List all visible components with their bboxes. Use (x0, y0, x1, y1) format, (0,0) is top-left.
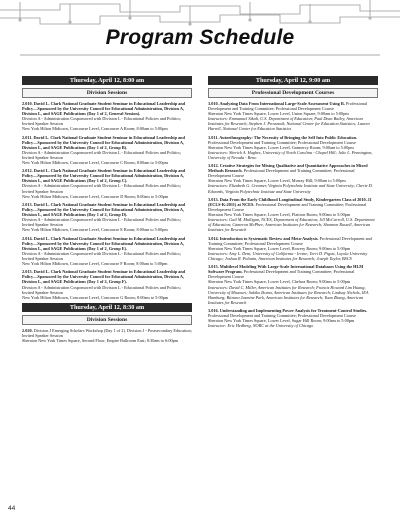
session-entry (22, 236, 192, 266)
session-title: 2.011. David L. Clark National Graduate Student Seminar in Educational Leadership and Policy—Sponsored by the University Council for Educational Administration, Division A, Division L, and SAGE Publications (Day 1 of 2, Group B). (22, 134, 185, 150)
left-column (22, 76, 192, 347)
session-entry (208, 163, 378, 193)
session-details: Professional Development and Training Committee; Professional Development Course Sheraton New York Times Square, Lower Level, Bowery Room; 9:00am to 5:00pm (208, 235, 372, 251)
session-title: 3.015. Multilevel Modeling With Large-Scale International Databases Using the HLM Software Program. (208, 264, 364, 275)
session-details: Division J Emerging Scholars Workshop (Day 1 of 2). Division J - Postsecondary Education; Invited Speaker Session Sheraton New York Times Square, Second Floor, Empire Ballroom East; 8:30am to 6:00pm (22, 328, 192, 344)
session-entry (208, 236, 378, 261)
session-entry (208, 308, 378, 328)
session-entry (22, 101, 192, 131)
section-header: Professional Development Courses (208, 88, 378, 98)
section-header: Division Sessions (22, 315, 192, 325)
session-title: 3.011. Autoethnography: The Necessity of Bringing the Self Into Public Education. (208, 134, 358, 140)
day-header: Thursday, April 12, 9:00 am (208, 76, 378, 85)
session-entry (22, 168, 192, 198)
session-instructors: Instructors: Emmanuel Sikali, U.S. Department of Education; Paul Dean Bailey, American Institutes for Research; Stephen J. Provasnik, National Center for Education Statistics; Lauren Harrell, National Center for Education Statistics (208, 116, 370, 132)
session-entry (208, 264, 378, 304)
session-instructors: Instructors: Sherick A. Hughes, University of North Carolina - Chapel Hill; Julie L. Pennington, University of Nevada - Reno (208, 149, 373, 160)
day-header: Thursday, April 12, 8:30 am (22, 303, 192, 312)
session-details: Division A - Administration Cosponsored with Division L - Educational Policies and Politics; Invited Speaker Session New York Hilton Midtown, Concourse Level, Concourse D Room; 8:00am to 5:00pm (22, 183, 181, 199)
session-entry (22, 269, 192, 299)
session-instructors: Instructors: Amy L. Dent, University of California - Irvine; Terri D. Pigott, Loyola University Chicago; Joshua R. Polanin, American Institutes for Research; Joseph Taylor, BSCS (208, 250, 368, 261)
session-details: Division A - Administration Cosponsored with Division L - Educational Policies and Politics; Invited Speaker Session New York Hilton Midtown, Concourse Level, Concourse C Room; 8:00am to 5:00pm (22, 149, 181, 165)
session-details: Professional Development and Training Committee; Professional Development Course Sheraton New York Times Square, Lower Level, Murray Hill; 9:00am to 5:00pm (208, 168, 355, 184)
session-details: Professional Development and Training Committee; Professional Development Course Sheraton New York Times Square, Lower Level, Flatiron Room; 9:00am to 5:00pm (208, 202, 367, 218)
session-title: 2.015. David L. Clark National Graduate Student Seminar in Educational Leadership and Policy—Sponsored by the University Council for Educational Administration, Division A, Division L, and SAGE Publications (Day 1 of 2, Group F). (22, 269, 186, 285)
session-instructors: Instructors: Gail M. Mulligan, NCES, Department of Education; Jill McCarroll, U.S. Department of Education; Cameron McPhee, American Institutes for Research; Shannon Russell, American Institutes for Research (208, 217, 375, 233)
section-header: Division Sessions (22, 88, 192, 98)
session-details: Division A - Administration Cosponsored with Division L - Educational Policies and Politics; Invited Speaker Session New York Hilton Midtown, Concourse Level, Concourse F Room; 8:00am to 5:00pm (22, 250, 181, 266)
session-details: Division A - Administration Cosponsored with Division L - Educational Policies and Politics; Invited Speaker Session New York Hilton Midtown, Concourse Level, Concourse E Room; 8:00am to 5:00pm (22, 217, 181, 233)
session-title: 2.014. David L. Clark National Graduate Student Seminar in Educational Leadership and Policy—Sponsored by the University Council for Educational Administration, Division A, Division L, and SAGE Publications (Day 1 of 2, Group E). (22, 235, 186, 251)
session-title: 2.020. (22, 328, 33, 334)
session-details: Division A - Administration Cosponsored with Division L - Educational Policies and Politics; Invited Speaker Session New York Hilton Midtown, Concourse Level, Concourse G Room; 8:00am to 5:00pm (22, 284, 181, 300)
session-entry (208, 135, 378, 160)
session-instructors: Instructors: David C. Miller, American Institutes for Research; Francis Howard Lim Huang, University of Missouri; Sakiko Ikoma, American Institutes for Research; Lindsay Nichols, IEA Hamburg; Bitnara Jasmine Park, American Institutes for Research; Yuan Zhang, American Institutes for Research (208, 284, 369, 305)
session-instructors: Instructor: Eric Hedberg, NORC at the University of Chicago (208, 323, 314, 329)
session-title: 3.010. Analyzing Data From International Large-Scale Assessment Using R. (208, 101, 345, 106)
session-details: Professional Development and Training Committee; Professional Development Course Sheraton New York Times Square, Lower Level, Union Square; 9:00am to 5:00pm (208, 101, 368, 117)
session-details: Division A - Administration Cosponsored with Division L - Educational Policies and Politics; Invited Speaker Session New York Hilton Midtown, Concourse Level, Concourse A Room; 8:00am to 5:00pm (22, 116, 181, 132)
page-title: Program Schedule (105, 26, 295, 49)
session-title: 3.012. Creative Strategies for Mixing Qualitative and Quantitative Approaches in Mixed Methods Research. (208, 163, 368, 174)
session-title: 2.013. David L. Clark National Graduate Student Seminar in Educational Leadership and Policy—Sponsored by the University Council for Educational Administration, Division A, Division L, and SAGE Publications (Day 1 of 2, Group D). (22, 202, 186, 218)
session-entry (208, 197, 378, 232)
right-column (208, 76, 378, 332)
session-title: 3.016. Understanding and Implementing Power Analysis for Treatment-Control Studies. (208, 308, 368, 314)
session-entry (208, 101, 378, 131)
page-number: 44 (8, 505, 16, 512)
session-instructors: Instructors: Elizabeth G. Creamer, Virginia Polytechnic Institute and State University; Cherie D. Edwards, Virginia Polytechnic Institute and State University (208, 183, 373, 194)
session-entry (22, 135, 192, 165)
session-title: 2.012. David L. Clark National Graduate Student Seminar in Educational Leadership and Policy—Sponsored by the University Council for Educational Administration, Division A, Division L, and SAGE Publications (Day 1 of 2, Group C). (22, 168, 186, 184)
session-title: 3.014. Introduction to Systematic Review and Meta-Analysis. (208, 235, 319, 241)
session-title: 3.013. Data From the Early Childhood Longitudinal Study, Kindergarten Class of 2010–11 (ECLS-K:2011) at NCES. (208, 196, 372, 208)
session-entry (22, 202, 192, 232)
session-title: 2.010. David L. Clark National Graduate Student Seminar in Educational Leadership and Policy—Sponsored by the University Council for Educational Administration, Division A, Division L, and SAGE Publications (Day 1 of 2, General Session). (22, 101, 186, 117)
session-details: Professional Development and Training Committee; Professional Development Course Sheraton New York Times Square, Lower Level, Gramercy Room; 9:00am to 5:00pm (208, 139, 356, 150)
session-details: Professional Development and Training Committee; Professional Development Course Sheraton New York Times Square, Lower Level, Chelsea Room; 9:00am to 5:00pm (208, 269, 355, 285)
session-entry (22, 328, 192, 343)
day-header: Thursday, April 12, 8:00 am (22, 76, 192, 85)
session-details: Professional Development and Training Committee; Professional Development Course Sheraton New York Times Square, Lower Level, Sugar Hill Room; 9:00am to 5:00pm (208, 313, 356, 324)
